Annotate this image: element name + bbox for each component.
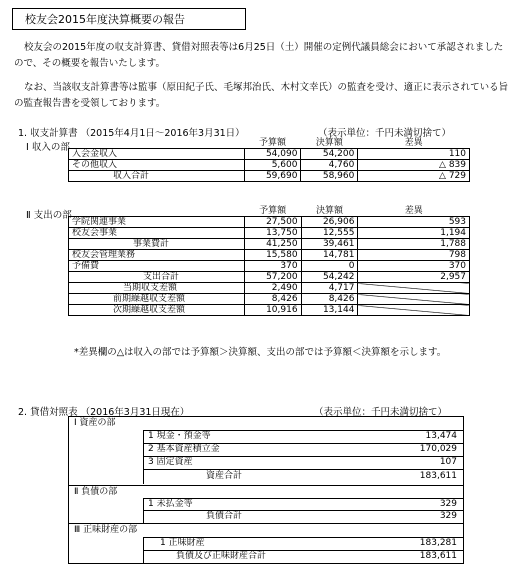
table-row [69, 160, 470, 171]
divider [68, 523, 464, 524]
table-row [69, 272, 470, 283]
diff-cell: △ 729 [358, 171, 470, 182]
budget-cell: 27,500 [244, 217, 301, 228]
col-diff-header: 差異 [404, 138, 423, 148]
row-label: 当期収支差額 [69, 283, 245, 294]
note-text: *差異欄の△は収入の部では予算額＞決算額、支出の部では予算額＜決算額を示します。 [74, 347, 447, 358]
income-statement-unit: （表示単位：千円未満切捨て） [318, 128, 452, 139]
budget-cell: 10,916 [244, 305, 301, 316]
row-label: 学院関連事業 [69, 217, 245, 228]
income-statement-heading: 1. 収支計算書 （2015年4月1日～2016年3月31日） [18, 128, 245, 139]
divider [143, 469, 464, 470]
actual-cell: 4,717 [301, 283, 358, 294]
assets-label: Ⅰ 資産の部 [74, 418, 116, 428]
assets-total-label: 資産合計 [206, 471, 243, 481]
net-asset-value: 183,281 [419, 538, 457, 548]
divider [68, 485, 464, 486]
col-actual-header: 決算額 [315, 138, 343, 148]
table-row [69, 250, 470, 261]
actual-cell: 12,555 [301, 228, 358, 239]
row-label: 収入合計 [69, 171, 245, 182]
diff-cell: 798 [358, 250, 470, 261]
diff-cell: 1,788 [358, 239, 470, 250]
net-asset-label: 1 正味財産 [160, 538, 205, 548]
table-row [69, 217, 470, 228]
table-row [69, 305, 470, 316]
table-row [69, 239, 470, 250]
actual-cell: 4,760 [301, 160, 358, 171]
budget-cell: 15,580 [244, 250, 301, 261]
asset-value: 13,474 [425, 431, 457, 441]
intro-paragraph-2: なお、当該収支計算書等は監事（原田紀子氏、毛塚邦治氏、木村文幸氏）の監査を受け、適正に表示されている旨の監査報告書を受領しております。 [14, 82, 509, 109]
diff-cell: 593 [358, 217, 470, 228]
balance-sheet-unit: （表示単位：千円未満切捨て） [314, 407, 448, 418]
asset-label: 1 現金・預金等 [148, 431, 211, 441]
row-label: 予備費 [69, 261, 245, 272]
liabilities-label: Ⅱ 負債の部 [74, 487, 118, 497]
liability-label: 1 未払金等 [148, 499, 193, 509]
income-table [68, 138, 470, 182]
diff-cell-empty [358, 294, 470, 305]
budget-cell: 54,090 [244, 149, 301, 160]
actual-cell: 58,960 [301, 171, 358, 182]
actual-cell: 39,461 [301, 239, 358, 250]
budget-cell: 8,426 [244, 294, 301, 305]
budget-cell: 5,600 [244, 160, 301, 171]
asset-label: 3 固定資産 [148, 457, 193, 467]
balance-sheet-heading: 2. 貸借対照表 （2016年3月31日現在） [18, 407, 190, 418]
net-assets-label: Ⅲ 正味財産の部 [74, 525, 138, 535]
budget-cell: 59,690 [244, 171, 301, 182]
intro-paragraph-1: 校友会の2015年度の収支計算書、貸借対照表等は6月25日（土）開催の定例代議員総会において承認されましたので、その概要を報告いたします。 [14, 42, 504, 69]
col-budget-header: 予算額 [258, 138, 286, 148]
row-label: 事業費計 [69, 239, 245, 250]
page-title [12, 8, 246, 30]
income-header-row [69, 138, 470, 149]
actual-cell: 8,426 [301, 294, 358, 305]
budget-cell: 41,250 [244, 239, 301, 250]
expense-section-label: Ⅱ 支出の部 [26, 210, 72, 221]
asset-label: 2 基本資産積立金 [148, 444, 220, 454]
table-row [69, 261, 470, 272]
actual-cell: 54,200 [301, 149, 358, 160]
assets-total-value: 183,611 [419, 471, 457, 481]
asset-value: 170,029 [419, 444, 457, 454]
col-diff-header: 差異 [404, 206, 423, 216]
expense-header-row [69, 206, 470, 217]
row-label: その他収入 [69, 160, 245, 171]
budget-cell: 370 [244, 261, 301, 272]
diff-cell-empty [358, 283, 470, 294]
budget-cell: 13,750 [244, 228, 301, 239]
net-assets-total-value: 183,611 [419, 551, 457, 561]
col-budget-header: 予算額 [259, 206, 287, 216]
row-label: 前期繰越収支差額 [69, 294, 245, 305]
asset-value: 107 [439, 457, 457, 467]
row-label: 支出合計 [69, 272, 245, 283]
row-label: 校友会管理業務 [69, 250, 245, 261]
actual-cell: 54,242 [301, 272, 358, 283]
expense-table [68, 206, 470, 316]
income-total-row [69, 171, 470, 182]
budget-cell: 57,200 [244, 272, 301, 283]
actual-cell: 0 [301, 261, 358, 272]
net-assets-total-label: 負債及び正味財産合計 [176, 551, 267, 561]
actual-cell: 13,144 [301, 305, 358, 316]
row-label: 入会金収入 [69, 149, 245, 160]
table-row [69, 283, 470, 294]
diff-cell: 1,194 [358, 228, 470, 239]
table-row [69, 228, 470, 239]
row-label: 校友会事業 [69, 228, 245, 239]
budget-cell: 2,490 [244, 283, 301, 294]
liability-value: 329 [439, 499, 457, 509]
liabilities-total-label: 負債合計 [206, 511, 243, 521]
table-row [69, 149, 470, 160]
diff-cell-empty [358, 305, 470, 316]
diff-cell: 370 [358, 261, 470, 272]
diff-cell: △ 839 [358, 160, 470, 171]
liabilities-total-value: 329 [439, 511, 457, 521]
col-actual-header: 決算額 [316, 206, 344, 216]
row-label: 次期繰越収支差額 [69, 305, 245, 316]
diff-cell: 2,957 [358, 272, 470, 283]
table-row [69, 294, 470, 305]
title-text: 校友会2015年度決算概要の報告 [25, 13, 185, 26]
actual-cell: 26,906 [301, 217, 358, 228]
actual-cell: 14,781 [301, 250, 358, 261]
income-section-label: Ⅰ 収入の部 [26, 142, 70, 153]
diff-cell: 110 [358, 149, 470, 160]
divider [143, 510, 464, 511]
